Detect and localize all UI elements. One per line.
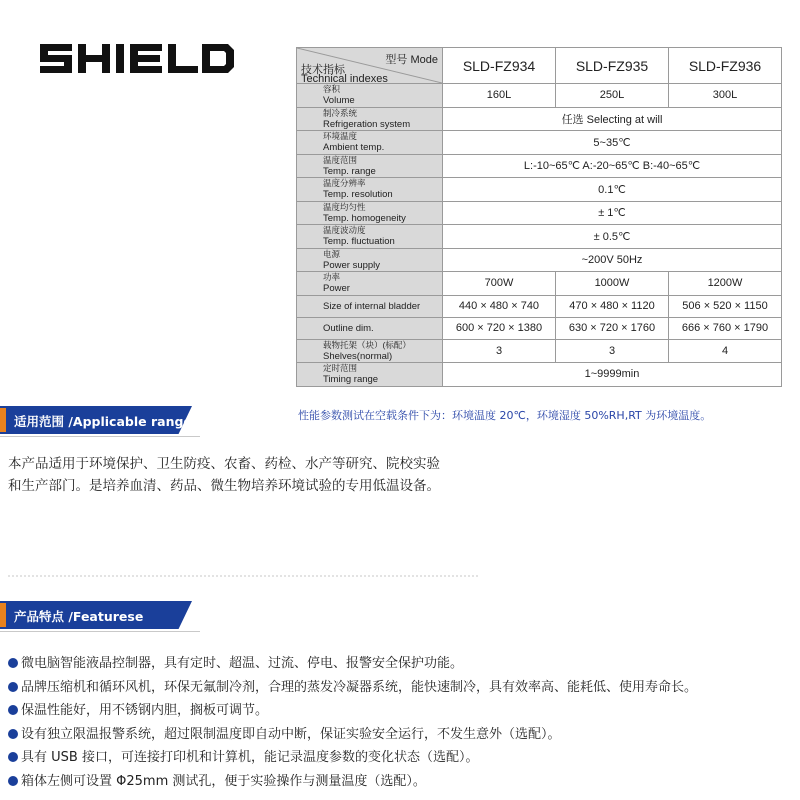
feature-item <box>8 723 798 747</box>
spec-row <box>297 84 782 108</box>
spec-value: 600 × 720 × 1380 <box>443 317 556 339</box>
spec-row <box>297 272 782 296</box>
spec-row <box>297 178 782 202</box>
feature-text: 微电脑智能液晶控制器，具有定时、超温、过流、停电、报警安全保护功能。 <box>21 656 464 671</box>
spec-value: 300L <box>669 84 782 108</box>
tech-index-en: Technical indexes <box>301 73 388 85</box>
param-cn: 环境温度 <box>323 131 358 142</box>
param-en: Ambient temp. <box>323 142 385 154</box>
spec-value: 700W <box>443 272 556 296</box>
param-en: Temp. fluctuation <box>323 236 395 248</box>
spec-value: 4 <box>669 339 782 363</box>
brand-logo <box>38 40 236 76</box>
spec-param-label <box>297 363 443 387</box>
model-header: SLD-FZ936 <box>669 48 782 84</box>
spec-param-label <box>297 154 443 178</box>
spec-value: 630 × 720 × 1760 <box>556 317 669 339</box>
bullet-icon <box>8 658 18 668</box>
spec-value: 1200W <box>669 272 782 296</box>
section-accent <box>0 408 6 432</box>
spec-value: 160L <box>443 84 556 108</box>
param-cn: 温度波动度 <box>323 225 366 236</box>
paragraph-line: 本产品适用于环境保护、卫生防疫、农畜、药检、水产等研究、院校实验 <box>8 456 440 472</box>
param-cn: 功率 <box>323 272 341 283</box>
spec-value: 1000W <box>556 272 669 296</box>
model-header: SLD-FZ934 <box>443 48 556 84</box>
param-cn: 电源 <box>323 248 341 259</box>
spec-row <box>297 363 782 387</box>
param-en: Timing range <box>323 374 379 386</box>
spec-value-span: ~200V 50Hz <box>443 248 782 272</box>
feature-text: 箱体左侧可设置 Φ25mm 测试孔，便于实验操作与测量温度（选配）。 <box>21 773 426 789</box>
features-list <box>8 652 798 793</box>
spec-row <box>297 131 782 155</box>
spec-value-span: 5~35℃ <box>443 131 782 155</box>
feature-item <box>8 652 798 676</box>
bullet-icon <box>8 776 18 786</box>
spec-table-body <box>297 84 782 387</box>
spec-value-span: ± 0.5℃ <box>443 225 782 249</box>
spec-value: 506 × 520 × 1150 <box>669 295 782 317</box>
spec-row <box>297 154 782 178</box>
param-en: Volume <box>323 95 355 107</box>
spec-row <box>297 201 782 225</box>
spec-value-span: 0.1℃ <box>443 178 782 202</box>
bullet-icon <box>8 682 18 692</box>
spec-value: 666 × 760 × 1790 <box>669 317 782 339</box>
param-cn: 温度分辨率 <box>323 178 366 189</box>
spec-param-label <box>297 131 443 155</box>
param-en: Shelves(normal) <box>323 350 393 362</box>
section-underline <box>0 631 200 632</box>
spec-value-span: ± 1℃ <box>443 201 782 225</box>
spec-value: 3 <box>443 339 556 363</box>
bullet-icon <box>8 705 18 715</box>
features-header <box>0 601 200 633</box>
model-header: SLD-FZ935 <box>556 48 669 84</box>
spec-param-label <box>297 178 443 202</box>
feature-item <box>8 770 798 794</box>
spec-value-span: 任选 Selecting at will <box>443 107 782 131</box>
feature-text: 具有 USB 接口，可连接打印机和计算机，能记录温度参数的变化状态（选配）。 <box>21 750 479 765</box>
spec-value: 440 × 480 × 740 <box>443 295 556 317</box>
feature-item <box>8 699 798 723</box>
param-cn: 定时范围 <box>323 363 358 374</box>
paragraph-line: 和生产部门。是培养血清、药品、微生物培养环境试验的专用低温设备。 <box>8 478 440 494</box>
applicable-range-header <box>0 406 200 438</box>
param-cn: 温度范围 <box>323 154 358 165</box>
spec-param-label <box>297 317 443 339</box>
spec-param-label <box>297 295 443 317</box>
spec-row <box>297 317 782 339</box>
param-cn: 载物托架（块）(标配） <box>323 339 411 350</box>
section-title: 产品特点 /Featurese <box>14 609 144 624</box>
spec-value: 470 × 480 × 1120 <box>556 295 669 317</box>
feature-text: 设有独立限温报警系统，超过限制温度即自动中断，保证实验安全运行，不发生意外（选配）。 <box>21 726 561 742</box>
bullet-icon <box>8 752 18 762</box>
spec-value: 250L <box>556 84 669 108</box>
param-en: Power <box>323 283 350 295</box>
test-condition-note: 性能参数测试在空载条件下为：环境温度 20℃，环境湿度 50%RH,RT 为环境温度。 <box>298 409 712 422</box>
faint-divider <box>8 575 478 581</box>
param-en: Power supply <box>323 259 381 271</box>
feature-text: 保温性能好，用不锈钢内胆，搁板可调节。 <box>21 703 269 718</box>
spec-param-label <box>297 272 443 296</box>
param-cn: 制冷系统 <box>323 107 358 118</box>
spec-param-label <box>297 84 443 108</box>
spec-param-label <box>297 248 443 272</box>
spec-value-span: L:-10~65℃ A:-20~65℃ B:-40~65℃ <box>443 154 782 178</box>
feature-item <box>8 746 798 770</box>
spec-table <box>296 47 782 387</box>
spec-row <box>297 225 782 249</box>
feature-item <box>8 676 798 700</box>
applicable-range-text <box>8 453 788 497</box>
mode-label: 型号 Mode <box>385 54 438 66</box>
spec-row <box>297 339 782 363</box>
spec-param-label <box>297 225 443 249</box>
section-accent <box>0 603 6 627</box>
param-cn: 温度均匀性 <box>323 201 366 212</box>
param-en: Temp. range <box>323 165 376 177</box>
param-en: Outline dim. <box>323 322 374 334</box>
table-corner-header <box>297 48 443 84</box>
spec-row <box>297 107 782 131</box>
spec-value: 3 <box>556 339 669 363</box>
bullet-icon <box>8 729 18 739</box>
param-en: Temp. homogeneity <box>323 212 406 224</box>
spec-row <box>297 295 782 317</box>
param-en: Size of internal bladder <box>323 300 421 312</box>
spec-row <box>297 248 782 272</box>
param-en: Refrigeration system <box>323 118 411 130</box>
spec-param-label <box>297 107 443 131</box>
tech-index-cn: 技术指标 <box>301 64 345 76</box>
shield-logo-graphic <box>38 40 236 76</box>
spec-param-label <box>297 201 443 225</box>
spec-value-span: 1~9999min <box>443 363 782 387</box>
param-cn: 容积 <box>323 84 341 95</box>
section-underline <box>0 436 200 437</box>
section-title: 适用范围 /Applicable range <box>14 414 192 429</box>
feature-text: 品牌压缩机和循环风机，环保无氟制冷剂，合理的蒸发冷凝器系统，能快速制冷，具有效率高、能耗低、使用寿命长。 <box>21 679 698 695</box>
spec-param-label <box>297 339 443 363</box>
param-en: Temp. resolution <box>323 189 393 201</box>
